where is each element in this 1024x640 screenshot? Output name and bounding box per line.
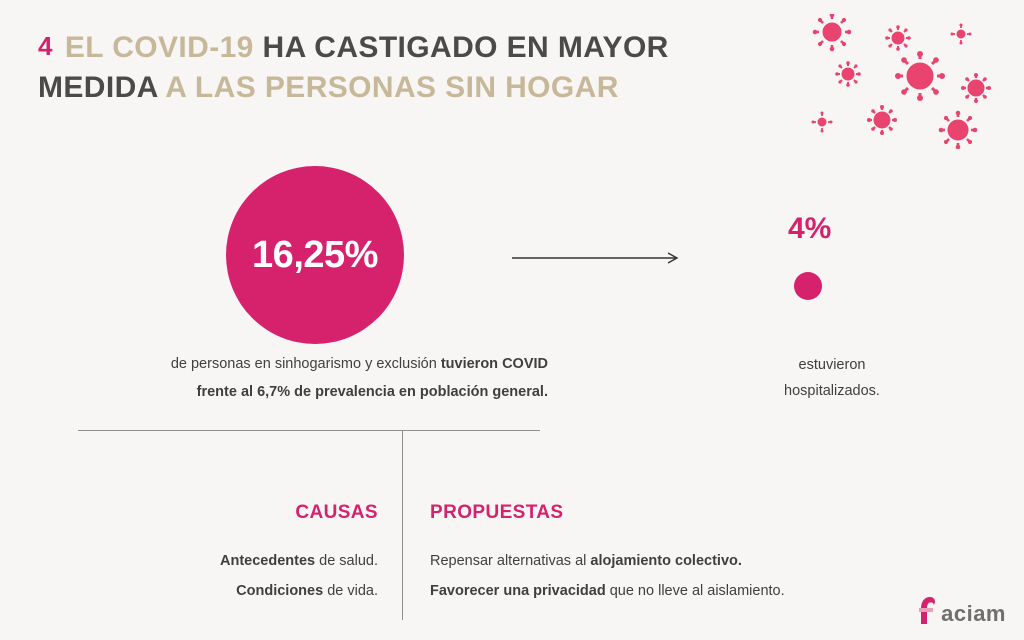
caption-text-bold: tuvieron COVID [440,356,548,372]
propuestas-title: PROPUESTAS [430,502,564,523]
causas-item-2-rest: de vida. [323,583,378,599]
headline-line-1 [38,26,778,68]
logo-f-icon [913,594,945,626]
propuestas-item-2 [430,576,900,606]
caption-text-plain: de personas en sinhogarismo y exclusión [170,356,441,372]
causas-column [78,502,378,606]
secondary-caption-line-2: hospitalizados. [784,383,880,399]
causas-item-2-bold: Condiciones [236,583,324,599]
page-title [38,26,778,108]
secondary-stat-dot [794,272,822,300]
propuestas-item-1-pre: Repensar alternativas al [430,553,591,569]
causas-title: CAUSAS [295,502,378,523]
virus-cluster-illustration [810,14,1010,149]
propuestas-item-1 [430,546,900,576]
headline-highlight-homeless: A LAS PERSONAS SIN HOGAR [165,71,619,104]
secondary-stat-caption [742,352,922,404]
headline-text-1: HA CASTIGADO EN MAYOR [262,31,669,64]
section-number: 4 [38,31,53,61]
secondary-stat-value: 4% [788,212,832,245]
primary-stat-caption-line-1 [78,350,548,378]
causas-item-1-rest: de salud. [315,553,378,569]
primary-stat-value: 16,25% [252,233,378,276]
primary-stat-circle [226,166,404,344]
logo-text: aciam [941,601,1006,626]
vertical-divider [402,430,403,620]
horizontal-divider [78,430,540,431]
caption-text-bold-2: frente al 6,7% de prevalencia en población general. [196,384,548,400]
faciam-logo [913,594,1006,626]
headline-line-2 [38,68,778,108]
propuestas-item-2-bold: Favorecer una privacidad [430,583,606,599]
headline-text-2: MEDIDA [38,71,158,104]
primary-stat-caption-line-2 [78,378,548,406]
causas-item-1 [78,546,378,576]
propuestas-column [430,502,900,606]
causas-item-2 [78,576,378,606]
headline-highlight-covid: EL COVID-19 [64,31,254,64]
secondary-stat [756,212,896,300]
primary-stat-caption [78,350,548,406]
arrow-right-icon [512,250,684,266]
propuestas-item-2-rest: que no lleve al aislamiento. [605,583,785,599]
propuestas-item-1-bold: alojamiento colectivo. [590,553,742,569]
causas-item-1-bold: Antecedentes [220,553,316,569]
secondary-caption-line-1: estuvieron [798,357,866,373]
